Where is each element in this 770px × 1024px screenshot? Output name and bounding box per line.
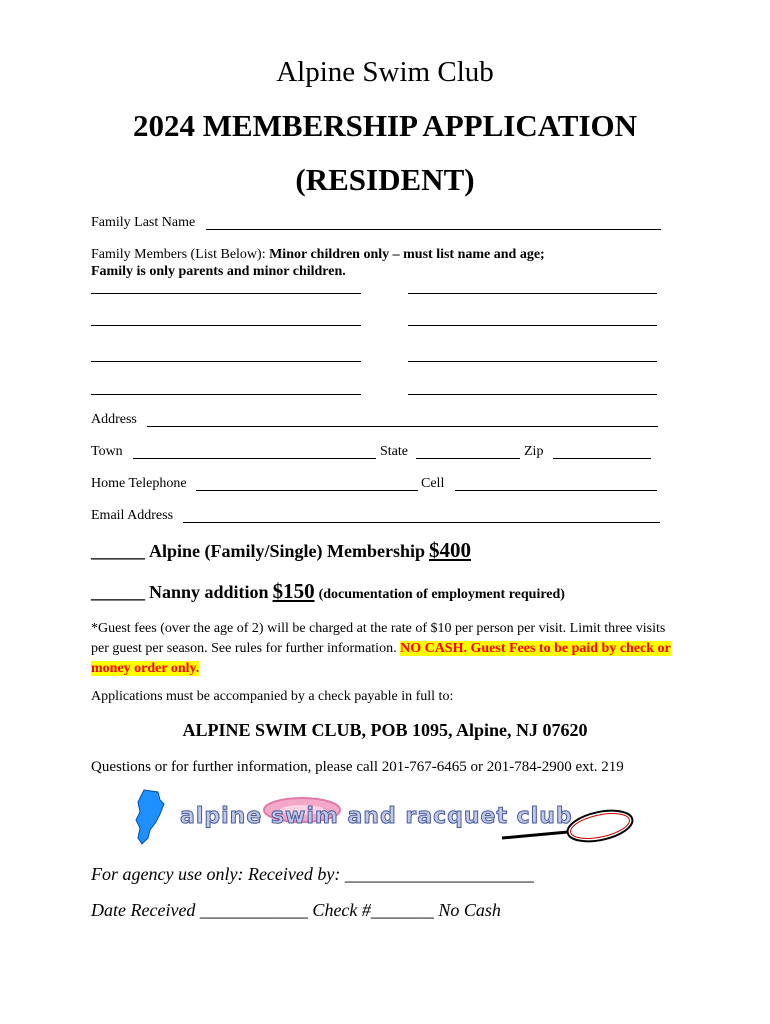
family-membership-price: $400	[429, 538, 471, 562]
cell-field[interactable]	[455, 490, 657, 491]
nanny-price: $150	[272, 579, 315, 603]
family-members-label-text: Family Members (List Below):	[91, 247, 266, 262]
family-last-name-label: Family Last Name	[91, 215, 196, 230]
guest-fees-warning: NO CASH. Guest Fees to be paid by check or money order only.	[91, 641, 671, 676]
payment-address: ALPINE SWIM CLUB, POB 1095, Alpine, NJ 07620	[182, 720, 588, 740]
agency-date-received: Date Received ____________ Check #_______ No Cash	[91, 900, 501, 920]
family-member-field-2[interactable]	[408, 293, 657, 294]
family-member-field-8[interactable]	[408, 394, 657, 395]
family-members-note-2: Family is only parents and minor children.	[91, 264, 346, 279]
home-telephone-field[interactable]	[196, 490, 418, 491]
club-name: Alpine Swim Club	[276, 56, 494, 88]
state-field[interactable]	[416, 458, 520, 459]
family-membership-label: Alpine (Family/Single) Membership	[149, 541, 425, 561]
family-last-name-field[interactable]	[206, 229, 661, 230]
club-logo	[130, 786, 640, 850]
logo-text: alpine swim and racquet club	[180, 804, 573, 829]
family-member-field-5[interactable]	[91, 361, 361, 362]
cell-label: Cell	[421, 476, 445, 491]
payment-instructions: Applications must be accompanied by a check payable in full to:	[91, 689, 454, 704]
zip-label: Zip	[524, 444, 544, 459]
email-label: Email Address	[91, 508, 174, 523]
family-member-field-6[interactable]	[408, 361, 657, 362]
family-member-field-1[interactable]	[91, 293, 361, 294]
family-members-note-1: Minor children only – must list name and age;	[269, 247, 545, 262]
address-field[interactable]	[147, 426, 658, 427]
guest-fees-paragraph	[91, 619, 681, 679]
nanny-option	[91, 579, 565, 604]
family-membership-blank[interactable]: ______	[91, 541, 145, 561]
family-membership-option	[91, 538, 471, 563]
agency-received-by: For agency use only: Received by: _____________________	[91, 864, 534, 884]
nanny-label: Nanny addition	[149, 582, 269, 602]
page-title: 2024 MEMBERSHIP APPLICATION	[132, 108, 638, 143]
zip-field[interactable]	[553, 458, 651, 459]
questions-text: Questions or for further information, please call 201-767-6465 or 201-784-2900 ext. 219	[91, 759, 624, 775]
guest-fees-text: *Guest fees (over the age of 2) will be charged at the rate of $10 per person per visit. Limit three visits per guest per season. See rules for further information.	[91, 621, 666, 656]
address-label: Address	[91, 412, 137, 427]
nanny-blank[interactable]: ______	[91, 582, 145, 602]
home-telephone-label: Home Telephone	[91, 476, 187, 491]
family-member-field-7[interactable]	[91, 394, 361, 395]
nanny-note: (documentation of employment required)	[318, 587, 565, 602]
family-member-field-3[interactable]	[91, 325, 361, 326]
town-label: Town	[91, 444, 123, 459]
family-members-label	[91, 247, 545, 263]
state-label: State	[380, 444, 408, 459]
town-field[interactable]	[133, 458, 376, 459]
family-member-field-4[interactable]	[408, 325, 657, 326]
email-field[interactable]	[183, 522, 660, 523]
page-subtitle: (RESIDENT)	[295, 162, 475, 197]
